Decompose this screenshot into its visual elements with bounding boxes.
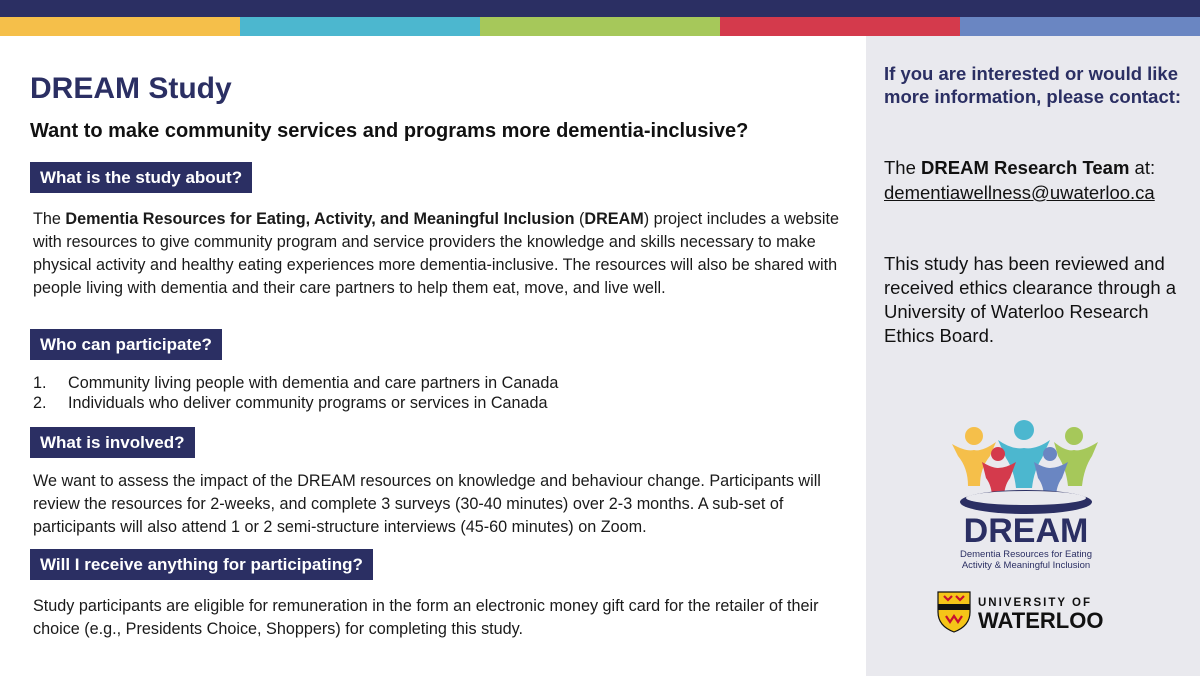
stripe-blue — [960, 17, 1200, 36]
dream-figures-icon — [952, 420, 1098, 514]
main-content — [0, 36, 866, 676]
contact-heading: If you are interested or would like more information, please contact: — [884, 63, 1182, 107]
project-abbreviation: DREAM — [584, 210, 644, 228]
top-navy-bar — [0, 0, 1200, 17]
contact-team-line: The DREAM Research Team at: — [884, 157, 1156, 178]
list-item: 2. Individuals who deliver community programs or services in Canada — [33, 394, 548, 412]
stripe-red — [720, 17, 960, 36]
dream-logo-tagline-2: Activity & Meaningful Inclusion — [961, 560, 1091, 571]
university-of-waterloo-logo — [936, 588, 1116, 634]
section-heading-involved: What is involved? — [30, 427, 195, 458]
contact-sidebar — [866, 36, 1200, 676]
stripe-yellow — [0, 17, 240, 36]
participant-list — [33, 373, 558, 413]
project-full-name: Dementia Resources for Eating, Activity, and Meaningful Inclusion — [65, 210, 575, 228]
involved-paragraph: We want to assess the impact of the DREAM resources on knowledge and behaviour change. Participants will review the resources for 2-weeks, and complete 3 surveys (30-40 minutes) over 2-3 months. A sub-set of participants will also attend 1 or 2 semi-structure interviews (45-60 minutes) on Zoom. — [33, 472, 821, 536]
page-subtitle: Want to make community services and programs more dementia-inclusive? — [30, 120, 749, 142]
about-paragraph: The Dementia Resources for Eating, Activity, and Meaningful Inclusion (DREAM) project includes a website with resources to give community program and service providers the knowledge and skills necessary to make physical activity and healthy eating experiences more dementia-inclusive. The resources will also be shared with people living with dementia and their care partners to help them eat, move, and live well. — [33, 210, 839, 297]
receive-paragraph: Study participants are eligible for remuneration in the form an electronic money gift card for the retailer of their choice (e.g., Presidents Choice, Shoppers) for completing this study. — [33, 597, 819, 638]
team-name: DREAM Research Team — [921, 157, 1130, 178]
dream-logo-tagline-1: Dementia Resources for Eating — [959, 549, 1093, 560]
contact-email-link[interactable]: dementiawellness@uwaterloo.ca — [884, 182, 1155, 203]
uw-logo-line2: WATERLOO — [978, 608, 1104, 633]
section-heading-about: What is the study about? — [30, 162, 252, 193]
dream-logo-word: DREAM — [963, 512, 1089, 550]
page-title: DREAM Study — [30, 72, 232, 105]
color-stripe-bar — [0, 17, 1200, 36]
ethics-statement: This study has been reviewed and received ethics clearance through a University of Waterloo Research Ethics Board. — [884, 253, 1177, 346]
stripe-teal — [240, 17, 480, 36]
uw-logo-line1: UNIVERSITY OF — [978, 597, 1092, 609]
stripe-green — [480, 17, 720, 36]
section-heading-who: Who can participate? — [30, 329, 222, 360]
waterloo-crest-icon — [938, 592, 970, 632]
list-item: 1. Community living people with dementia and care partners in Canada — [33, 374, 559, 392]
dream-logo — [946, 416, 1106, 576]
section-heading-receive: Will I receive anything for participating? — [30, 549, 373, 580]
